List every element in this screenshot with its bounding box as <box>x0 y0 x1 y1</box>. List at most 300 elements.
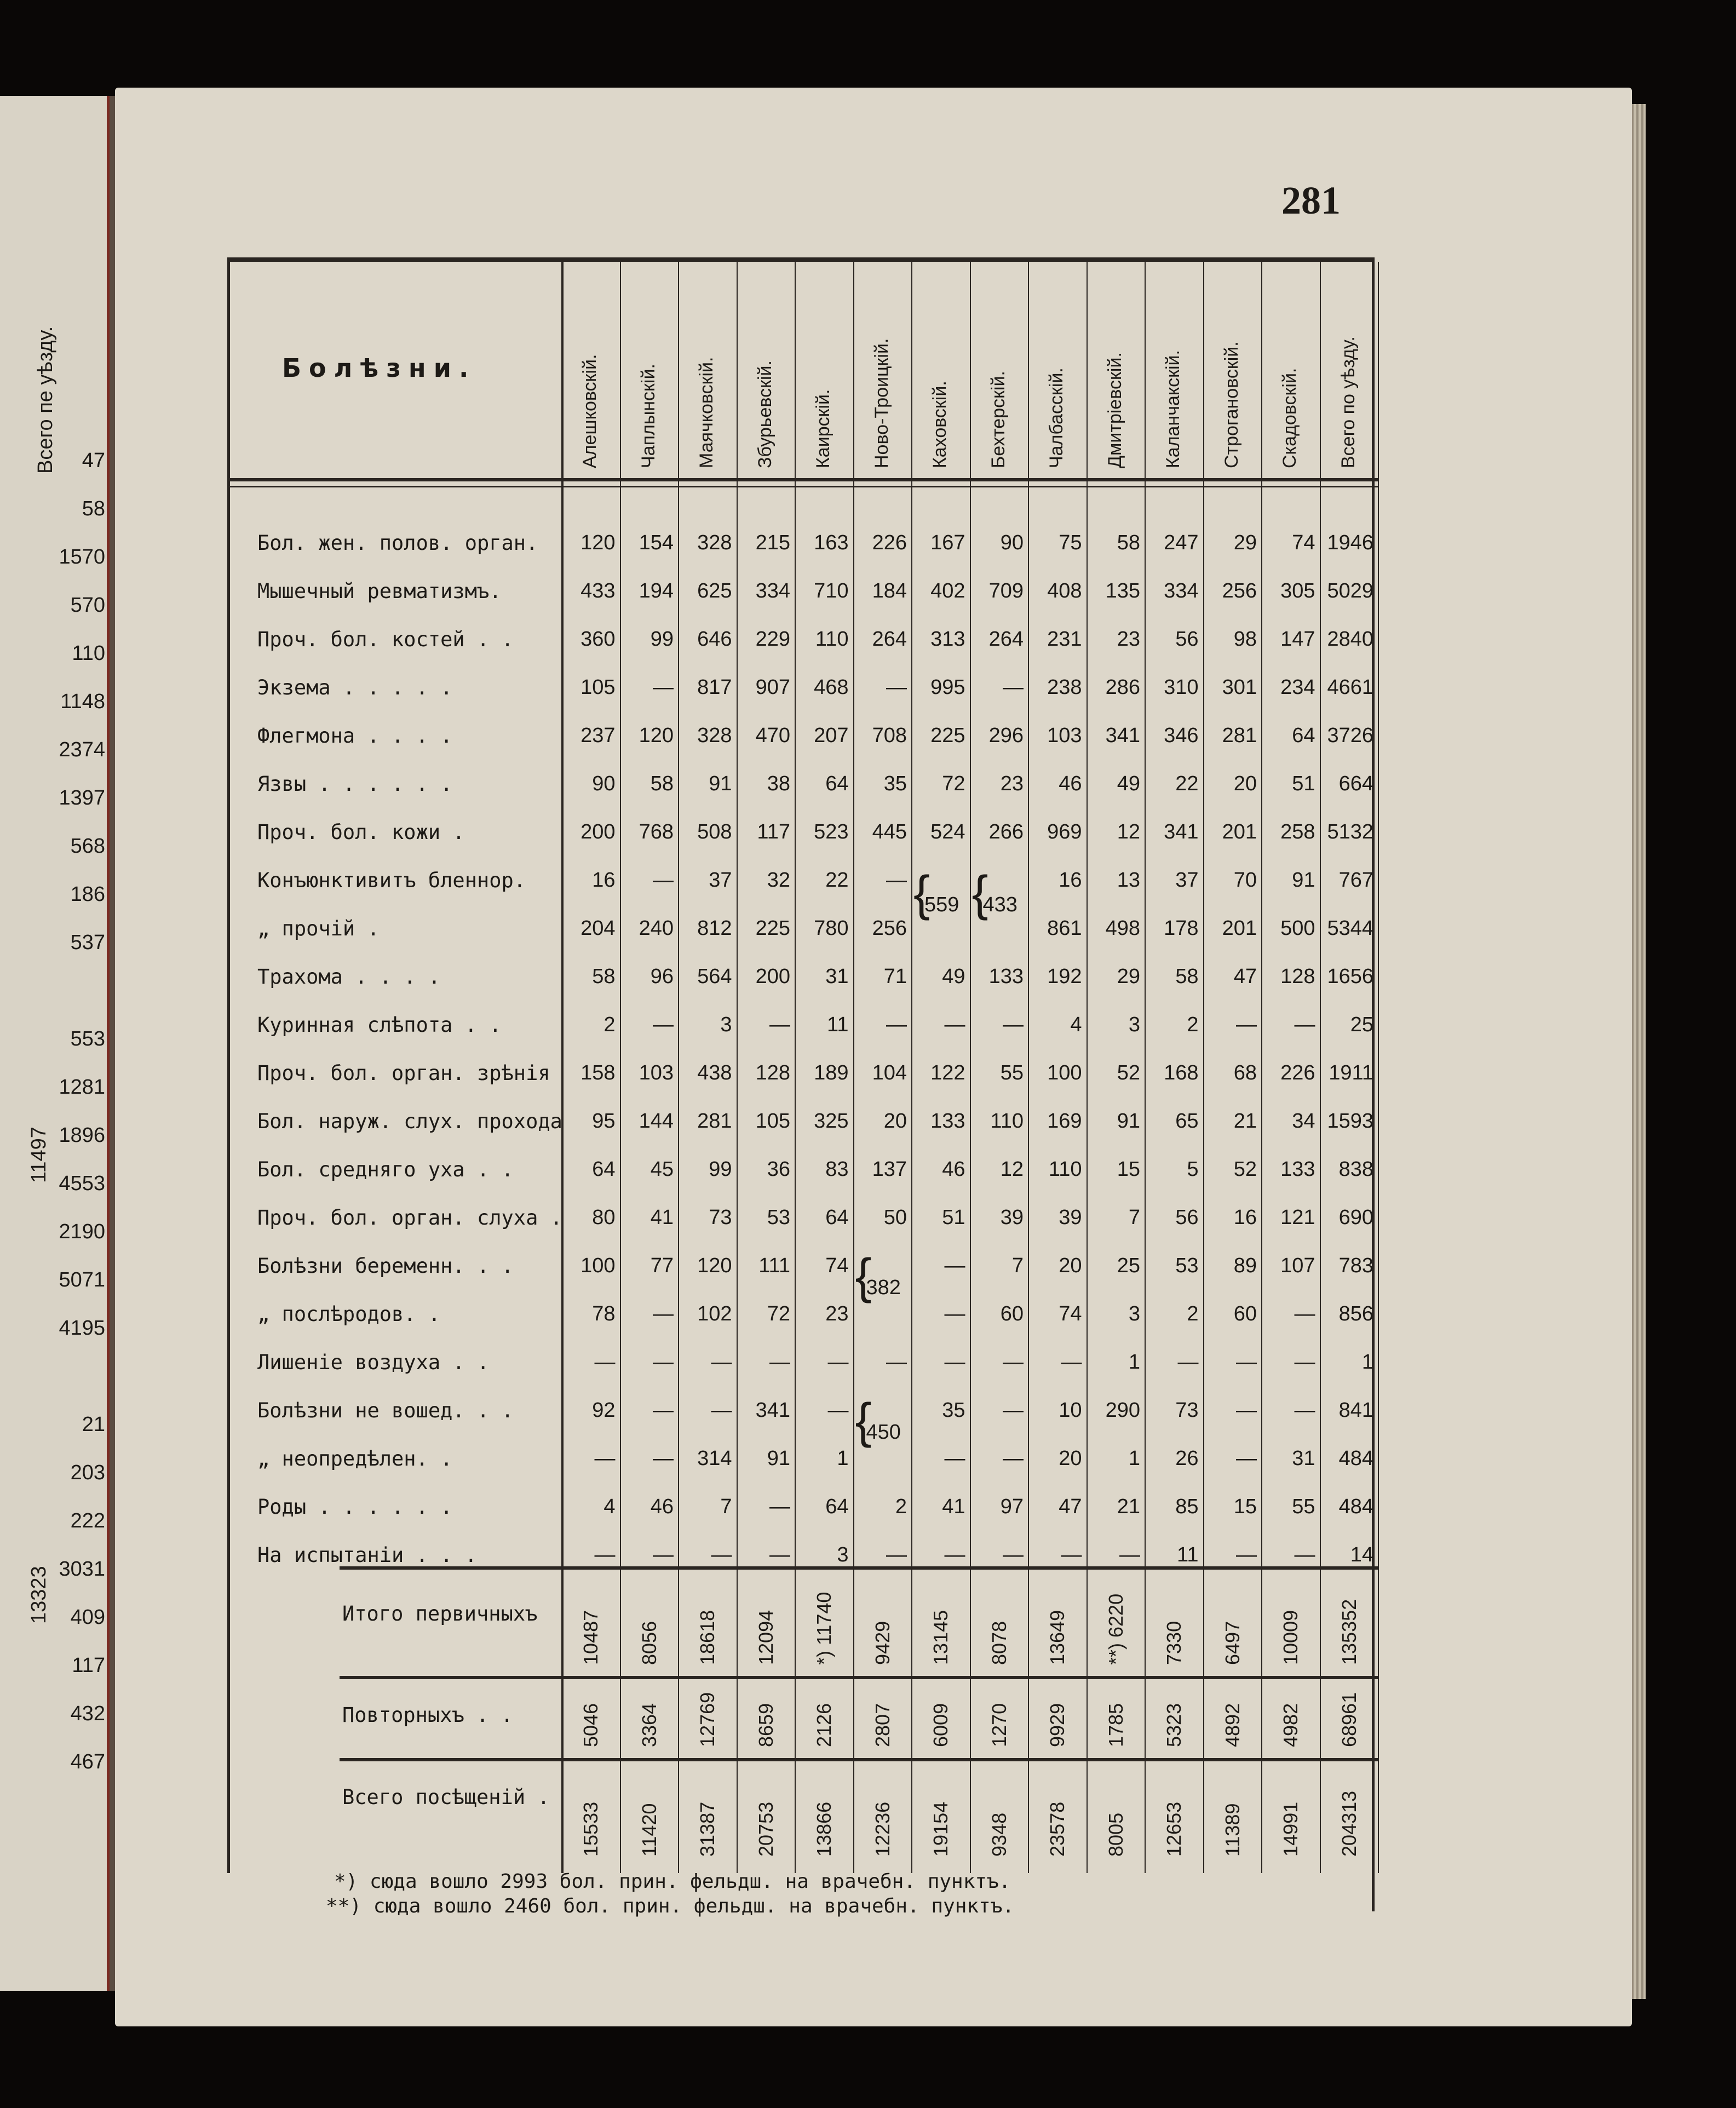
table-cell: 74 <box>1292 531 1315 554</box>
table-cell: 841 <box>1338 1399 1373 1422</box>
table-cell: — <box>1003 676 1024 699</box>
table-cell: 1 <box>837 1447 849 1470</box>
table-cell: — <box>1294 1543 1315 1566</box>
table-cell: 34 <box>1292 1110 1315 1133</box>
table-cell: 310 <box>1164 676 1199 699</box>
table-cell: 92 <box>592 1399 616 1422</box>
table-cell: 110 <box>1048 1158 1082 1181</box>
table-cell: 995 <box>930 676 965 699</box>
row-label: Язвы . . . . . . <box>257 772 453 796</box>
table-cell: 74 <box>1059 1302 1082 1325</box>
table-cell: 290 <box>1105 1399 1140 1422</box>
table-cell: 158 <box>580 1061 616 1084</box>
row-label: Конъюнктивитъ бленнор. <box>257 869 526 892</box>
table-cell: 71 <box>883 965 907 988</box>
table-cell: 74 <box>825 1254 849 1277</box>
table-cell: 812 <box>697 917 732 940</box>
table-cell: 60 <box>1000 1302 1024 1325</box>
row-label: Проч. бол. орган. слуха . <box>257 1206 562 1230</box>
row-label: Роды . . . . . . <box>257 1495 453 1519</box>
table-cell: 856 <box>1338 1302 1373 1325</box>
table-cell: 281 <box>1222 724 1257 747</box>
table-cell: 107 <box>1280 1254 1315 1277</box>
table-cell: 41 <box>942 1495 965 1518</box>
table-cell: 11 <box>827 1013 849 1036</box>
table-cell: 240 <box>639 917 674 940</box>
table-cell: 234 <box>1280 676 1315 699</box>
table-cell: 46 <box>942 1158 965 1181</box>
table-cell: 328 <box>697 531 732 554</box>
table-cell: 314 <box>697 1447 732 1470</box>
column-divider <box>737 262 738 1873</box>
column-header: Каланчакскій. <box>1163 350 1184 468</box>
table-cell: 169 <box>1047 1110 1082 1133</box>
table-cell: 56 <box>1175 1206 1199 1229</box>
table-cell: 32 <box>767 869 790 892</box>
table-cell: 709 <box>988 579 1024 602</box>
totals-rule-1 <box>340 1566 1378 1570</box>
table-cell: 2 <box>895 1495 907 1518</box>
brace: { <box>855 1249 872 1304</box>
table-cell: 102 <box>697 1302 732 1325</box>
table-cell: 7 <box>1011 1254 1024 1277</box>
table-cell: 100 <box>580 1254 616 1277</box>
table-cell: 52 <box>1117 1061 1140 1084</box>
table-cell: 122 <box>930 1061 965 1084</box>
table-cell: 23 <box>1117 628 1140 651</box>
row-label: Лишеніе воздуха . . <box>257 1351 490 1374</box>
left-page-value: 568 <box>70 835 105 858</box>
totals-value: 18618 <box>696 1610 719 1665</box>
column-divider <box>795 262 796 1873</box>
table-cell: 65 <box>1175 1110 1199 1133</box>
table-cell: — <box>653 1447 674 1470</box>
left-page-value: 5071 <box>59 1268 105 1291</box>
totals-value: 68961 <box>1337 1692 1360 1747</box>
table-cell: 861 <box>1047 917 1082 940</box>
table-cell: 72 <box>767 1302 790 1325</box>
table-cell: — <box>594 1351 616 1374</box>
header-bottom-rule <box>227 478 1378 481</box>
table-cell: 50 <box>883 1206 907 1229</box>
table-cell: 207 <box>814 724 849 747</box>
table-cell: 2 <box>1187 1013 1199 1036</box>
table-cell: 168 <box>1164 1061 1199 1084</box>
table-cell: 301 <box>1222 676 1257 699</box>
table-cell: — <box>1003 1351 1024 1374</box>
left-page-value: 4553 <box>59 1172 105 1195</box>
table-cell: — <box>653 1302 674 1325</box>
table-cell: 89 <box>1233 1254 1257 1277</box>
row-label: Бол. наруж. слух. прохода <box>257 1110 562 1133</box>
column-header: Ново-Троицкій. <box>871 338 892 468</box>
table-cell: 77 <box>650 1254 674 1277</box>
table-cell: 625 <box>697 579 732 602</box>
table-cell: 85 <box>1175 1495 1199 1518</box>
table-cell: 70 <box>1233 869 1257 892</box>
table-cell: 117 <box>757 820 790 843</box>
left-page-value: 1570 <box>59 545 105 568</box>
table-cell: 2 <box>603 1013 616 1036</box>
table-cell: — <box>653 1543 674 1566</box>
table-cell: 96 <box>650 965 674 988</box>
row-label: Проч. бол. кожи . <box>257 820 465 844</box>
table-cell: 51 <box>1292 772 1315 795</box>
table-cell: 20 <box>883 1110 907 1133</box>
table-cell: 10 <box>1059 1399 1082 1422</box>
table-cell: 7 <box>1128 1206 1140 1229</box>
totals-value: **) 6220 <box>1104 1593 1127 1665</box>
table-cell: — <box>886 1543 907 1566</box>
totals-value: 23578 <box>1046 1801 1069 1857</box>
table-cell: 133 <box>988 965 1024 988</box>
table-cell: — <box>711 1543 732 1566</box>
table-cell: 12 <box>1000 1158 1024 1181</box>
table-cell: 7 <box>720 1495 732 1518</box>
table-cell: 60 <box>1233 1302 1257 1325</box>
table-cell: 5 <box>1187 1158 1199 1181</box>
table-cell: 3 <box>1128 1302 1140 1325</box>
totals-value: 8659 <box>754 1703 777 1747</box>
table-cell: — <box>1294 1351 1315 1374</box>
table-cell: — <box>1003 1447 1024 1470</box>
table-cell: — <box>1003 1013 1024 1036</box>
table-cell: 264 <box>872 628 907 651</box>
table-cell: 41 <box>650 1206 674 1229</box>
table-cell: 484 <box>1338 1447 1373 1470</box>
row-label: Куринная слѣпота . . <box>257 1013 502 1037</box>
table-cell: — <box>1294 1302 1315 1325</box>
totals-label: Итого первичныхъ <box>342 1602 538 1625</box>
totals-value: 12769 <box>696 1692 719 1747</box>
table-cell: 29 <box>1117 965 1140 988</box>
table-cell: 58 <box>650 772 674 795</box>
table-cell: 26 <box>1175 1447 1199 1470</box>
table-cell: 73 <box>709 1206 732 1229</box>
header-bottom-rule-2 <box>227 486 1378 487</box>
totals-value: 12236 <box>871 1801 894 1857</box>
table-cell: 154 <box>639 531 674 554</box>
merged-value: 433 <box>982 893 1018 916</box>
totals-value: 13866 <box>813 1801 836 1857</box>
table-cell: 200 <box>580 820 616 843</box>
table-cell: 120 <box>580 531 616 554</box>
left-page-value: 58 <box>82 497 105 520</box>
table-cell: 225 <box>755 917 790 940</box>
table-cell: 1 <box>1128 1351 1140 1374</box>
table-cell: 23 <box>825 1302 849 1325</box>
table-cell: 64 <box>592 1158 616 1181</box>
left-page-value: 467 <box>70 1750 105 1773</box>
table-cell: 137 <box>872 1158 907 1181</box>
table-cell: 47 <box>1059 1495 1082 1518</box>
table-cell: 4 <box>603 1495 616 1518</box>
table-cell: 5344 <box>1327 917 1373 940</box>
table-cell: 184 <box>872 579 907 602</box>
table-cell: 524 <box>930 820 965 843</box>
column-divider <box>1145 262 1146 1873</box>
table-cell: 225 <box>930 724 965 747</box>
row-label: Трахома . . . . <box>257 965 441 989</box>
table-cell: 2 <box>1187 1302 1199 1325</box>
totals-value: 13145 <box>929 1610 952 1665</box>
table-cell: 90 <box>1000 531 1024 554</box>
table-cell: 5029 <box>1327 579 1373 602</box>
column-header: Чаплынскій. <box>637 364 659 468</box>
table-cell: 14 <box>1350 1543 1373 1566</box>
table-cell: 110 <box>990 1110 1024 1133</box>
table-cell: 135 <box>1105 579 1140 602</box>
table-cell: 1 <box>1361 1351 1373 1374</box>
column-divider <box>1378 262 1379 1873</box>
row-label: Болѣзни не вошед. . . <box>257 1399 514 1422</box>
table-cell: 98 <box>1233 628 1257 651</box>
totals-value: 2807 <box>871 1703 894 1747</box>
totals-value: 12653 <box>1163 1801 1186 1857</box>
table-cell: 226 <box>872 531 907 554</box>
table-cell: 178 <box>1164 917 1199 940</box>
column-divider <box>970 262 971 1873</box>
totals-value: 6009 <box>929 1703 952 1747</box>
table-top-rule <box>227 257 1372 262</box>
table-cell: 21 <box>1233 1110 1257 1133</box>
table-cell: — <box>886 869 907 892</box>
totals-value: 135352 <box>1337 1599 1360 1665</box>
table-cell: 313 <box>930 628 965 651</box>
column-header: Каирскій. <box>813 389 834 468</box>
table-cell: 163 <box>814 531 849 554</box>
table-cell: 194 <box>639 579 674 602</box>
totals-label: Повторныхъ . . <box>342 1703 513 1727</box>
table-cell: 83 <box>825 1158 849 1181</box>
totals-rule-2 <box>340 1676 1378 1679</box>
table-cell: 110 <box>815 628 849 651</box>
table-cell: 564 <box>697 965 732 988</box>
column-divider <box>678 262 679 1873</box>
table-cell: 105 <box>755 1110 790 1133</box>
table-cell: 498 <box>1105 917 1140 940</box>
table-cell: 305 <box>1280 579 1315 602</box>
column-header: Строгановскій. <box>1221 341 1242 468</box>
row-label: „ прочій . <box>257 917 380 940</box>
table-cell: 15 <box>1117 1158 1140 1181</box>
table-cell: 1911 <box>1329 1061 1373 1084</box>
left-page-value: 4195 <box>59 1317 105 1340</box>
row-label: Бол. средняго уха . . <box>257 1158 514 1181</box>
table-cell: 97 <box>1000 1495 1024 1518</box>
table-cell: 204 <box>580 917 616 940</box>
table-cell: 80 <box>592 1206 616 1229</box>
table-cell: 258 <box>1280 820 1315 843</box>
table-cell: 49 <box>942 965 965 988</box>
table-cell: 31 <box>1292 1447 1315 1470</box>
row-label: На испытаніи . . . <box>257 1543 477 1567</box>
table-cell: 192 <box>1047 965 1082 988</box>
table-cell: 120 <box>697 1254 732 1277</box>
table-cell: 3 <box>837 1543 849 1566</box>
table-cell: 120 <box>639 724 674 747</box>
table-cell: 20 <box>1233 772 1257 795</box>
table-cell: 64 <box>1292 724 1315 747</box>
table-cell: 55 <box>1000 1061 1024 1084</box>
table-cell: — <box>653 1013 674 1036</box>
table-cell: 200 <box>755 965 790 988</box>
table-cell: — <box>886 1351 907 1374</box>
totals-value: 31387 <box>696 1801 719 1857</box>
column-divider <box>853 262 854 1873</box>
row-label: Флегмона . . . . <box>257 724 453 748</box>
left-page-value: 222 <box>70 1509 105 1532</box>
totals-value: 15533 <box>579 1801 602 1857</box>
table-cell: 646 <box>697 628 732 651</box>
table-cell: 3726 <box>1327 724 1373 747</box>
table-cell: 46 <box>1059 772 1082 795</box>
column-divider <box>1203 262 1204 1873</box>
table-cell: 103 <box>1047 724 1082 747</box>
totals-value: 204313 <box>1337 1790 1360 1857</box>
totals-value: 9429 <box>871 1621 894 1665</box>
left-page-value: 432 <box>70 1702 105 1725</box>
table-cell: 128 <box>1280 965 1315 988</box>
table-cell: 144 <box>639 1110 674 1133</box>
table-cell: 22 <box>1175 772 1199 795</box>
table-cell: 53 <box>767 1206 790 1229</box>
merged-value: 559 <box>924 893 959 916</box>
table-cell: — <box>769 1495 790 1518</box>
table-cell: 100 <box>1047 1061 1082 1084</box>
table-cell: 523 <box>814 820 849 843</box>
table-cell: 21 <box>1117 1495 1140 1518</box>
table-cell: — <box>1236 1543 1257 1566</box>
totals-value: 20753 <box>754 1801 777 1857</box>
table-cell: 91 <box>1117 1110 1140 1133</box>
table-cell: — <box>653 1351 674 1374</box>
table-left-border <box>227 262 230 1873</box>
totals-value: 4982 <box>1279 1703 1302 1747</box>
left-page-vertical-1: 11497 <box>27 1127 50 1183</box>
brace: { <box>913 866 930 921</box>
table-cell: 5132 <box>1327 820 1373 843</box>
table-cell: — <box>1177 1351 1199 1374</box>
table-cell: 237 <box>580 724 616 747</box>
table-cell: 49 <box>1117 772 1140 795</box>
totals-value: 13649 <box>1046 1610 1069 1665</box>
left-page <box>0 96 115 1991</box>
table-cell: — <box>769 1543 790 1566</box>
table-cell: 838 <box>1338 1158 1373 1181</box>
table-cell: 56 <box>1175 628 1199 651</box>
table-cell: 346 <box>1164 724 1199 747</box>
table-cell: 328 <box>697 724 732 747</box>
table-cell: 111 <box>758 1254 790 1277</box>
table-cell: 133 <box>930 1110 965 1133</box>
table-cell: 470 <box>755 724 790 747</box>
totals-value: 19154 <box>929 1801 952 1857</box>
table-cell: 35 <box>883 772 907 795</box>
table-cell: 105 <box>580 676 616 699</box>
table-cell: 13 <box>1117 869 1140 892</box>
table-cell: 25 <box>1117 1254 1140 1277</box>
column-header: Всего по уѣзду. <box>1337 336 1359 468</box>
footnote-1: *) сюда вошло 2993 бол. прин. фельдш. на врачебн. пунктъ. <box>334 1870 1011 1893</box>
table-cell: — <box>1236 1013 1257 1036</box>
row-label: Проч. бол. орган. зрѣнія <box>257 1061 550 1085</box>
table-cell: 78 <box>592 1302 616 1325</box>
column-header: Каховскій. <box>929 381 951 468</box>
table-cell: — <box>827 1399 849 1422</box>
table-cell: 325 <box>814 1110 849 1133</box>
table-cell: — <box>769 1351 790 1374</box>
table-cell: 45 <box>650 1158 674 1181</box>
table-cell: 201 <box>1222 917 1257 940</box>
table-cell: 38 <box>767 772 790 795</box>
table-cell: 767 <box>1338 869 1373 892</box>
table-cell: 20 <box>1059 1447 1082 1470</box>
table-cell: — <box>1236 1351 1257 1374</box>
right-page <box>115 88 1632 2026</box>
totals-value: 2126 <box>813 1703 836 1747</box>
table-cell: — <box>653 1399 674 1422</box>
table-cell: 64 <box>825 1495 849 1518</box>
totals-value: *) 11740 <box>813 1592 836 1665</box>
table-cell: — <box>594 1543 616 1566</box>
table-cell: 103 <box>639 1061 674 1084</box>
table-cell: 484 <box>1338 1495 1373 1518</box>
table-cell: 12 <box>1117 820 1140 843</box>
left-page-value: 47 <box>82 449 105 472</box>
totals-label: Всего посѣщеній . <box>342 1785 550 1809</box>
column-divider <box>561 262 564 1873</box>
table-cell: — <box>944 1302 965 1325</box>
table-cell: — <box>1294 1399 1315 1422</box>
table-cell: 402 <box>930 579 965 602</box>
totals-value: 10009 <box>1279 1610 1302 1665</box>
table-cell: 341 <box>1164 820 1199 843</box>
table-cell: 53 <box>1175 1254 1199 1277</box>
table-cell: 201 <box>1222 820 1257 843</box>
table-cell: 15 <box>1233 1495 1257 1518</box>
table-cell: 286 <box>1105 676 1140 699</box>
table-cell: 708 <box>872 724 907 747</box>
table-cell: 75 <box>1059 531 1082 554</box>
row-label: Болѣзни беременн. . . <box>257 1254 514 1278</box>
table-cell: 16 <box>1233 1206 1257 1229</box>
totals-value: 12094 <box>754 1610 777 1665</box>
table-cell: 95 <box>592 1110 616 1133</box>
left-page-value: 1148 <box>60 690 105 713</box>
table-cell: 334 <box>755 579 790 602</box>
totals-value: 5046 <box>579 1703 602 1747</box>
totals-value: 6497 <box>1221 1621 1244 1665</box>
column-header: Чалбасскій. <box>1046 367 1067 468</box>
table-cell: 128 <box>755 1061 790 1084</box>
corner-title: Болѣзни. <box>282 353 476 383</box>
table-cell: 133 <box>1280 1158 1315 1181</box>
table-cell: 433 <box>580 579 616 602</box>
table-cell: — <box>769 1013 790 1036</box>
column-divider <box>1087 262 1088 1873</box>
table-cell: 780 <box>814 917 849 940</box>
table-cell: 90 <box>592 772 616 795</box>
table-cell: — <box>653 869 674 892</box>
table-cell: 229 <box>755 628 790 651</box>
footnote-2: **) сюда вошло 2460 бол. прин. фельдш. на врачебн. пунктъ. <box>326 1895 1015 1917</box>
table-cell: 281 <box>697 1110 732 1133</box>
table-cell: 226 <box>1280 1061 1315 1084</box>
table-cell: 690 <box>1338 1206 1373 1229</box>
table-cell: — <box>886 1013 907 1036</box>
left-page-red-edge <box>107 96 115 1991</box>
